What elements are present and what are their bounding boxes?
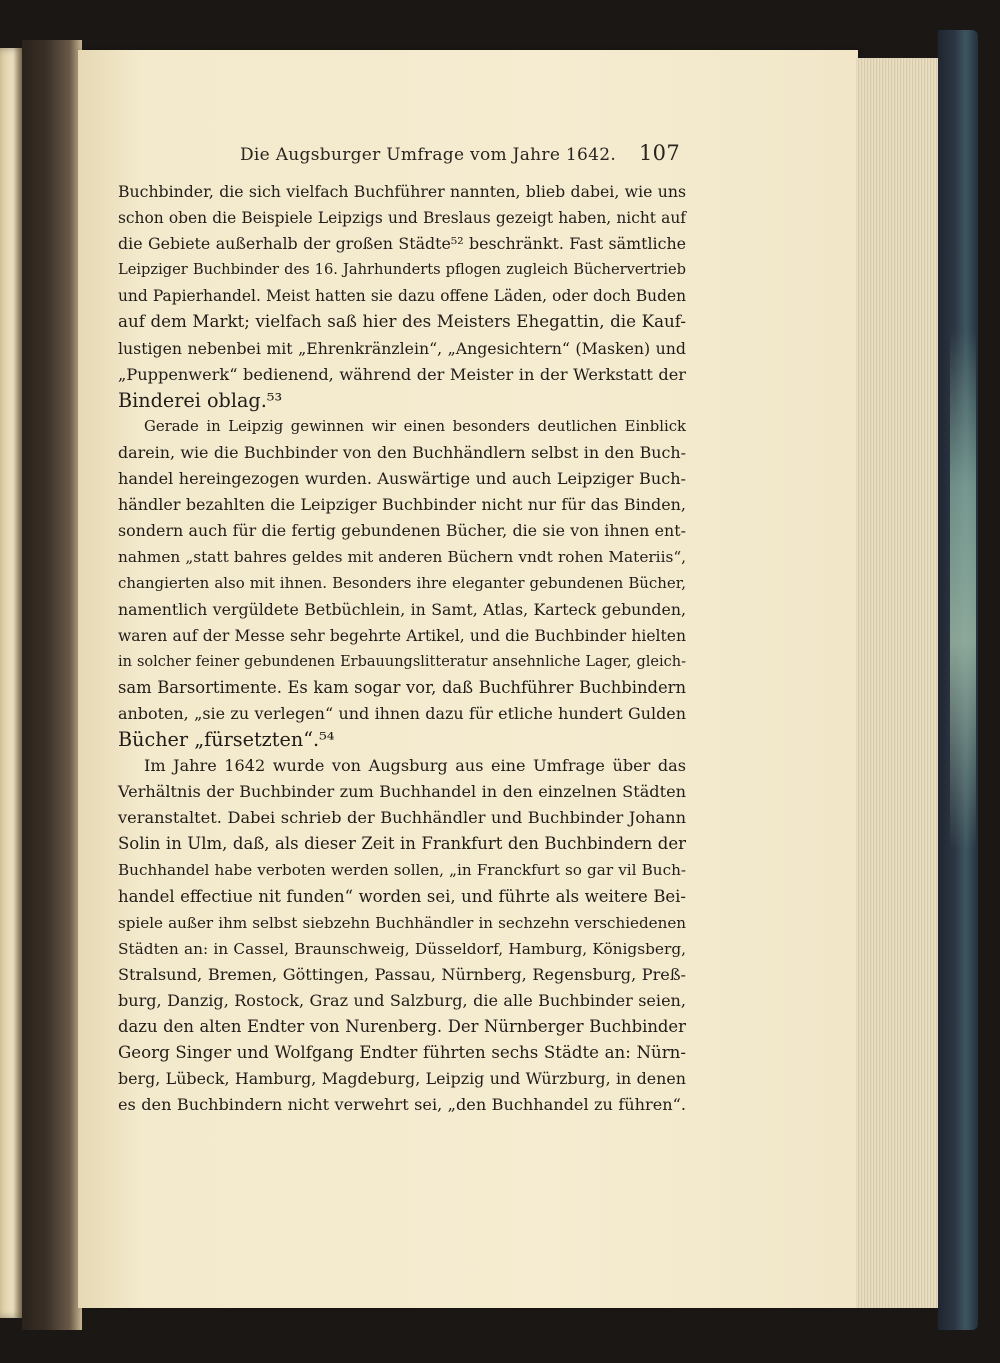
page-number: 107 (639, 141, 680, 165)
text-line: Verhältnis der Buchbinder zum Buchhandel in den einzelnen Städten (118, 782, 686, 802)
text-line: dazu den alten Endter von Nurenberg. Der Nürnberger Buchbinder (118, 1017, 686, 1036)
text-line: in solcher feiner gebundenen Erbauungslitteratur ansehnliche Lager, gleich- (118, 653, 686, 670)
text-line: burg, Danzig, Rostock, Graz und Salzburg, die alle Buchbinder seien, (118, 990, 686, 1010)
text-line: Buchhandel habe verboten werden sollen, „in Franckfurt so gar vil Buch- (118, 861, 686, 880)
cover-discoloration (950, 330, 976, 850)
text-line: „Puppenwerk“ bedienend, während der Meister in der Werkstatt der (118, 364, 686, 384)
text-line: darein, wie die Buchbinder von den Buchhändlern selbst in den Buch- (118, 442, 686, 462)
text-line: Im Jahre 1642 wurde von Augsburg aus eine Umfrage über das (144, 756, 686, 776)
text-line: namentlich vergüldete Betbüchlein, in Samt, Atlas, Karteck gebunden, (118, 599, 686, 619)
text-line: handel effectiue nit funden“ worden sei, und führte als weitere Bei- (118, 886, 686, 906)
text-line: veranstaltet. Dabei schrieb der Buchhändler und Buchbinder Johann (118, 808, 686, 828)
text-line: Stralsund, Bremen, Göttingen, Passau, Nürnberg, Regensburg, Preß- (118, 964, 686, 984)
text-line: Georg Singer und Wolfgang Endter führten sechs Städte an: Nürn- (118, 1043, 686, 1063)
text-line: und Papierhandel. Meist hatten sie dazu offene Läden, oder doch Buden (118, 287, 686, 306)
page-block-edges (856, 58, 940, 1308)
text-line: handel hereingezogen wurden. Auswärtige und auch Leipziger Buch- (118, 469, 686, 489)
text-line: Gerade in Leipzig gewinnen wir einen besonders deutlichen Einblick (144, 417, 686, 435)
text-line: Leipziger Buchbinder des 16. Jahrhunderts pflogen zugleich Büchervertrieb (118, 261, 686, 279)
running-title: Die Augsburger Umfrage vom Jahre 1642. (240, 145, 617, 165)
text-line: sam Barsortimente. Es kam sogar vor, daß Buchführer Buchbindern (118, 677, 686, 697)
text-line: schon oben die Beispiele Leipzigs und Breslaus gezeigt haben, nicht auf (118, 209, 686, 228)
body-text (118, 179, 686, 1118)
text-line: anboten, „sie zu verlegen“ und ihnen dazu für etliche hundert Gulden (118, 703, 686, 723)
text-line: die Gebiete außerhalb der großen Städte⁵² beschränkt. Fast sämtliche (118, 234, 686, 254)
left-page-edge (0, 48, 22, 1318)
text-line: Bücher „fürsetzten“.⁵⁴ (118, 727, 335, 751)
text-line: Buchbinder, die sich vielfach Buchführer nannten, blieb dabei, wie uns (118, 182, 686, 201)
text-line: händler bezahlten die Leipziger Buchbinder nicht nur für das Binden, (118, 495, 686, 515)
text-line: es den Buchbindern nicht verwehrt sei, „den Buchhandel zu führen“. (118, 1095, 686, 1115)
text-line: changierten also mit ihnen. Besonders ihre eleganter gebundenen Bücher, (118, 574, 686, 593)
text-line: spiele außer ihm selbst siebzehn Buchhändler in sechzehn verschiedenen (118, 913, 686, 932)
text-line: Solin in Ulm, daß, als dieser Zeit in Frankfurt den Buchbindern der (118, 834, 686, 854)
text-line: auf dem Markt; vielfach saß hier des Meisters Ehegattin, die Kauf- (118, 312, 686, 332)
book-gutter (22, 40, 82, 1330)
text-line: sondern auch für die fertig gebundenen Bücher, die sie von ihnen ent- (118, 521, 686, 541)
text-line: Städten an: in Cassel, Braunschweig, Düsseldorf, Hamburg, Königsberg, (118, 939, 686, 958)
text-line: lustigen nebenbei mit „Ehrenkränzlein“, „Angesichtern“ (Masken) und (118, 338, 686, 358)
text-line: nahmen „statt bahres geldes mit anderen Büchern vndt rohen Materiis“, (118, 548, 686, 567)
text-line: waren auf der Messe sehr begehrte Artikel, und die Buchbinder hielten (118, 626, 686, 645)
text-line: Binderei oblag.⁵³ (118, 388, 283, 412)
text-line: berg, Lübeck, Hamburg, Magdeburg, Leipzig und Würzburg, in denen (118, 1069, 686, 1089)
